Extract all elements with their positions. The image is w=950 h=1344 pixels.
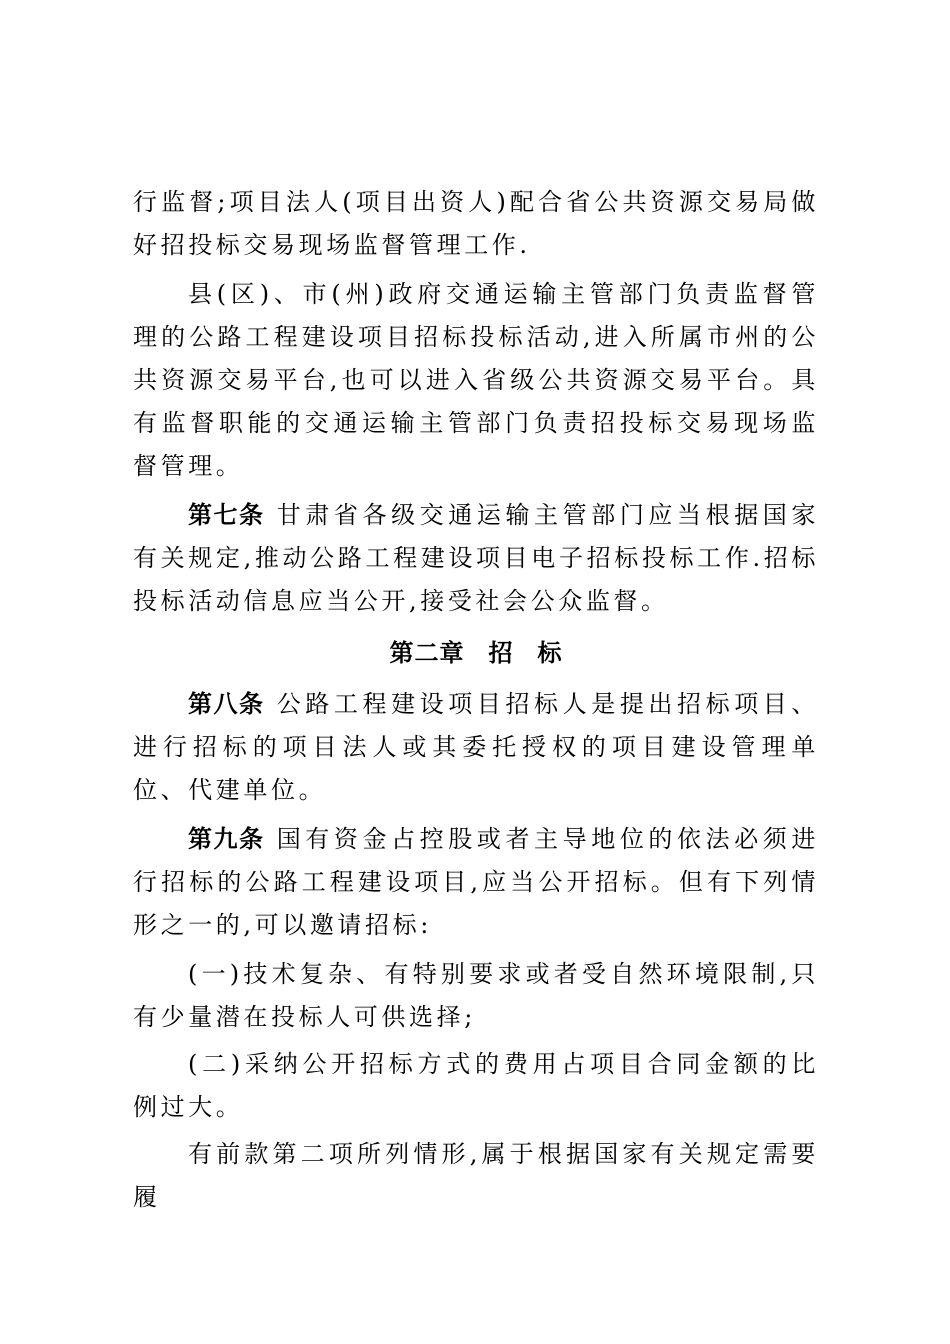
article-heading: 第八条 <box>188 690 265 718</box>
list-item-1 <box>133 953 819 1039</box>
article-heading: 第九条 <box>188 825 265 853</box>
article-9 <box>133 818 819 947</box>
paragraph-trailing <box>133 1133 819 1219</box>
article-text: 国有资金占控股或者主导地位的依法必须进行招标的公路工程建设项目,应当公开招标。但有下列情形之一的,可以邀请招标: <box>133 825 820 939</box>
paragraph-county-supervision <box>133 273 819 488</box>
document-body <box>133 181 819 1225</box>
list-item-2 <box>133 1043 819 1129</box>
chapter-title-part2: 标 <box>537 639 563 667</box>
paragraph-text: 行监督;项目法人(项目出资人)配合省公共资源交易局做好招投标交易现场监督管理工作. <box>133 188 819 259</box>
article-8 <box>133 683 819 812</box>
paragraph-text: 县(区)、市(州)政府交通运输主管部门负责监督管理的公路工程建设项目招标投标活动,进入所属市州的公共资源交易平台,也可以进入省级公共资源交易平台。具有监督职能的交通运输主管部门负责招投标交易现场监督管理。 <box>133 280 819 480</box>
paragraph-continuation <box>133 181 819 267</box>
paragraph-text: 有前款第二项所列情形,属于根据国家有关规定需要履 <box>133 1140 819 1211</box>
chapter-heading <box>133 633 819 673</box>
chapter-title-part1: 招 <box>488 639 514 667</box>
article-heading: 第七条 <box>188 501 265 529</box>
article-7 <box>133 494 819 623</box>
list-item-text: (二)采纳公开招标方式的费用占项目合同金额的比例过大。 <box>133 1050 819 1121</box>
list-item-text: (一)技术复杂、有特别要求或者受自然环境限制,只有少量潜在投标人可供选择; <box>133 960 819 1031</box>
article-text: 公路工程建设项目招标人是提出招标项目、进行招标的项目法人或其委托授权的项目建设管理单位、代建单位。 <box>133 690 820 804</box>
chapter-number: 第二章 <box>389 639 465 667</box>
article-text: 甘肃省各级交通运输主管部门应当根据国家有关规定,推动公路工程建设项目电子招标投标工作.招标投标活动信息应当公开,接受社会公众监督。 <box>133 501 820 615</box>
